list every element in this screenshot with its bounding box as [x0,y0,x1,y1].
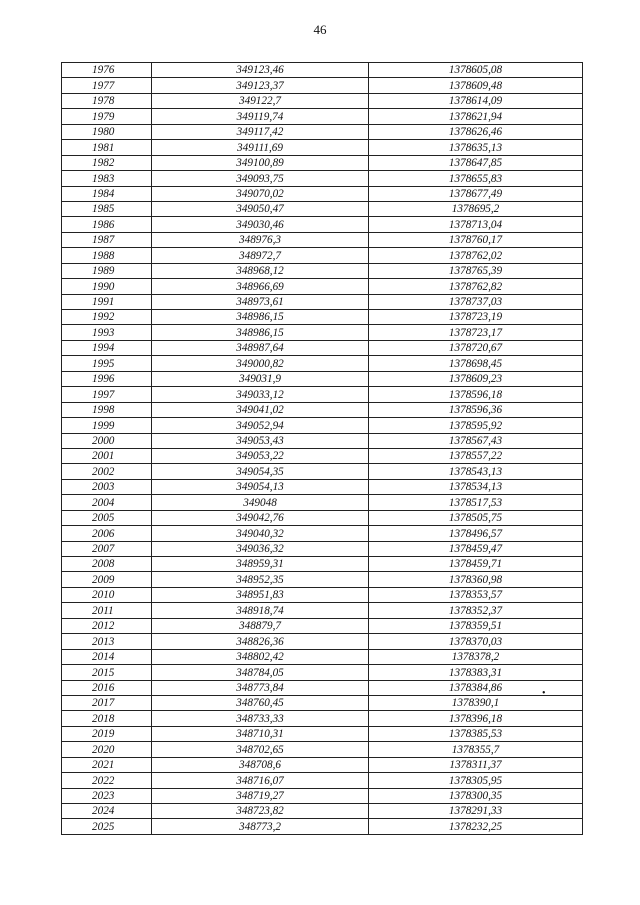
point-number-cell: 2008 [62,557,152,572]
table-row [62,63,583,78]
point-number-cell: 2011 [62,603,152,618]
x-coordinate-cell: 349054,13 [152,479,369,494]
table-row [62,464,583,479]
table-row [62,279,583,294]
point-number-cell: 2010 [62,587,152,602]
y-coordinate-cell: 1378762,82 [369,279,583,294]
y-coordinate-cell: 1378635,13 [369,140,583,155]
point-number-cell: 1977 [62,78,152,93]
table-row [62,155,583,170]
point-number-cell: 2006 [62,526,152,541]
x-coordinate-cell: 349070,02 [152,186,369,201]
y-coordinate-cell: 1378534,13 [369,479,583,494]
coordinates-table [61,62,583,835]
point-number-cell: 2009 [62,572,152,587]
y-coordinate-cell: 1378609,23 [369,371,583,386]
table-row [62,742,583,757]
table-row [62,804,583,819]
table-row [62,726,583,741]
point-number-cell: 1991 [62,294,152,309]
x-coordinate-cell: 348973,61 [152,294,369,309]
x-coordinate-cell: 348986,15 [152,310,369,325]
table-row [62,93,583,108]
y-coordinate-cell: 1378305,95 [369,773,583,788]
y-coordinate-cell: 1378232,25 [369,819,583,834]
y-coordinate-cell: 1378557,22 [369,448,583,463]
x-coordinate-cell: 348802,42 [152,649,369,664]
table-row [62,541,583,556]
point-number-cell: 1982 [62,155,152,170]
point-number-cell: 2019 [62,726,152,741]
point-number-cell: 2024 [62,804,152,819]
point-number-cell: 2016 [62,680,152,695]
point-number-cell: 2007 [62,541,152,556]
x-coordinate-cell: 349123,46 [152,63,369,78]
table-row [62,587,583,602]
point-number-cell: 1992 [62,310,152,325]
point-number-cell: 1985 [62,201,152,216]
table-row [62,310,583,325]
x-coordinate-cell: 348733,33 [152,711,369,726]
table-row [62,217,583,232]
x-coordinate-cell: 349119,74 [152,109,369,124]
y-coordinate-cell: 1378614,09 [369,93,583,108]
table-row [62,402,583,417]
point-number-cell: 1978 [62,93,152,108]
y-coordinate-cell: 1378760,17 [369,232,583,247]
table-row [62,665,583,680]
y-coordinate-cell: 1378609,48 [369,78,583,93]
point-number-cell: 1986 [62,217,152,232]
y-coordinate-cell: 1378300,35 [369,788,583,803]
x-coordinate-cell: 348987,64 [152,340,369,355]
x-coordinate-cell: 348723,82 [152,804,369,819]
y-coordinate-cell: 1378723,19 [369,310,583,325]
y-coordinate-cell: 1378737,03 [369,294,583,309]
table-row [62,634,583,649]
point-number-cell: 1994 [62,340,152,355]
point-number-cell: 1999 [62,418,152,433]
table-row [62,356,583,371]
point-number-cell: 2021 [62,757,152,772]
y-coordinate-cell: 1378596,36 [369,402,583,417]
table-row [62,78,583,93]
table-row [62,109,583,124]
y-coordinate-cell: 1378496,57 [369,526,583,541]
point-number-cell: 2018 [62,711,152,726]
x-coordinate-cell: 348708,6 [152,757,369,772]
x-coordinate-cell: 348966,69 [152,279,369,294]
x-coordinate-cell: 349117,42 [152,124,369,139]
x-coordinate-cell: 348826,36 [152,634,369,649]
point-number-cell: 2015 [62,665,152,680]
table-row [62,371,583,386]
table-row [62,757,583,772]
table-row [62,711,583,726]
y-coordinate-cell: 1378647,85 [369,155,583,170]
x-coordinate-cell: 349122,7 [152,93,369,108]
y-coordinate-cell: 1378390,1 [369,695,583,710]
y-coordinate-cell: 1378355,7 [369,742,583,757]
x-coordinate-cell: 348951,83 [152,587,369,602]
y-coordinate-cell: 1378605,08 [369,63,583,78]
point-number-cell: 2025 [62,819,152,834]
x-coordinate-cell: 348972,7 [152,248,369,263]
y-coordinate-cell: 1378383,31 [369,665,583,680]
table-row [62,649,583,664]
table-row [62,572,583,587]
x-coordinate-cell: 348710,31 [152,726,369,741]
table-row [62,140,583,155]
y-coordinate-cell: 1378695,2 [369,201,583,216]
point-number-cell: 1990 [62,279,152,294]
table-row [62,171,583,186]
point-number-cell: 2004 [62,495,152,510]
point-number-cell: 1981 [62,140,152,155]
point-number-cell: 2001 [62,448,152,463]
point-number-cell: 1997 [62,387,152,402]
point-number-cell: 1988 [62,248,152,263]
x-coordinate-cell: 349036,32 [152,541,369,556]
x-coordinate-cell: 349000,82 [152,356,369,371]
table-row [62,263,583,278]
y-coordinate-cell: 1378505,75 [369,510,583,525]
table-row [62,294,583,309]
table-row [62,788,583,803]
table-row [62,819,583,834]
y-coordinate-cell: 1378698,45 [369,356,583,371]
x-coordinate-cell: 349048 [152,495,369,510]
table-row [62,387,583,402]
point-number-cell: 1976 [62,63,152,78]
x-coordinate-cell: 348773,2 [152,819,369,834]
x-coordinate-cell: 348716,07 [152,773,369,788]
table-row [62,495,583,510]
table-row [62,618,583,633]
x-coordinate-cell: 349031,9 [152,371,369,386]
x-coordinate-cell: 348918,74 [152,603,369,618]
x-coordinate-cell: 348760,45 [152,695,369,710]
table-row [62,433,583,448]
point-number-cell: 2005 [62,510,152,525]
x-coordinate-cell: 349100,89 [152,155,369,170]
page-number: 46 [313,22,327,37]
point-number-cell: 1993 [62,325,152,340]
table-row [62,186,583,201]
x-coordinate-cell: 349042,76 [152,510,369,525]
x-coordinate-cell: 349111,69 [152,140,369,155]
point-number-cell: 2014 [62,649,152,664]
x-coordinate-cell: 349033,12 [152,387,369,402]
x-coordinate-cell: 349123,37 [152,78,369,93]
x-coordinate-cell: 349030,46 [152,217,369,232]
point-number-cell: 1979 [62,109,152,124]
point-number-cell: 1980 [62,124,152,139]
y-coordinate-cell: 1378360,98 [369,572,583,587]
table-row [62,340,583,355]
y-coordinate-cell: 1378621,94 [369,109,583,124]
point-number-cell: 1984 [62,186,152,201]
y-coordinate-cell: 1378384,86 [369,680,583,695]
y-coordinate-cell: 1378762,02 [369,248,583,263]
point-number-cell: 2020 [62,742,152,757]
y-coordinate-cell: 1378677,49 [369,186,583,201]
x-coordinate-cell: 348959,31 [152,557,369,572]
table-row [62,232,583,247]
y-coordinate-cell: 1378378,2 [369,649,583,664]
x-coordinate-cell: 348952,35 [152,572,369,587]
table-row [62,201,583,216]
point-number-cell: 2022 [62,773,152,788]
point-number-cell: 1983 [62,171,152,186]
point-number-cell: 2013 [62,634,152,649]
y-coordinate-cell: 1378567,43 [369,433,583,448]
point-number-cell: 2002 [62,464,152,479]
x-coordinate-cell: 349053,22 [152,448,369,463]
x-coordinate-cell: 348976,3 [152,232,369,247]
y-coordinate-cell: 1378459,47 [369,541,583,556]
y-coordinate-cell: 1378291,33 [369,804,583,819]
table-row [62,448,583,463]
point-number-cell: 2000 [62,433,152,448]
y-coordinate-cell: 1378311,37 [369,757,583,772]
point-number-cell: 1998 [62,402,152,417]
y-coordinate-cell: 1378723,17 [369,325,583,340]
x-coordinate-cell: 348719,27 [152,788,369,803]
x-coordinate-cell: 349093,75 [152,171,369,186]
x-coordinate-cell: 348784,05 [152,665,369,680]
table-row [62,680,583,695]
y-coordinate-cell: 1378353,57 [369,587,583,602]
table-row [62,557,583,572]
x-coordinate-cell: 349053,43 [152,433,369,448]
table-row [62,248,583,263]
y-coordinate-cell: 1378543,13 [369,464,583,479]
table-row [62,603,583,618]
point-number-cell: 1987 [62,232,152,247]
table-row [62,526,583,541]
table-row [62,695,583,710]
table-row [62,325,583,340]
y-coordinate-cell: 1378765,39 [369,263,583,278]
y-coordinate-cell: 1378595,92 [369,418,583,433]
stray-dot-mark: • [542,688,546,699]
point-number-cell: 2023 [62,788,152,803]
point-number-cell: 1989 [62,263,152,278]
y-coordinate-cell: 1378385,53 [369,726,583,741]
x-coordinate-cell: 348968,12 [152,263,369,278]
y-coordinate-cell: 1378359,51 [369,618,583,633]
y-coordinate-cell: 1378370,03 [369,634,583,649]
x-coordinate-cell: 349052,94 [152,418,369,433]
table-row [62,773,583,788]
point-number-cell: 1995 [62,356,152,371]
x-coordinate-cell: 349054,35 [152,464,369,479]
y-coordinate-cell: 1378517,53 [369,495,583,510]
y-coordinate-cell: 1378396,18 [369,711,583,726]
y-coordinate-cell: 1378720,67 [369,340,583,355]
x-coordinate-cell: 348986,15 [152,325,369,340]
table-row [62,124,583,139]
coordinates-table-body [62,63,583,835]
y-coordinate-cell: 1378459,71 [369,557,583,572]
x-coordinate-cell: 348702,65 [152,742,369,757]
x-coordinate-cell: 348773,84 [152,680,369,695]
table-row [62,418,583,433]
point-number-cell: 1996 [62,371,152,386]
x-coordinate-cell: 349040,32 [152,526,369,541]
x-coordinate-cell: 349041,02 [152,402,369,417]
point-number-cell: 2012 [62,618,152,633]
y-coordinate-cell: 1378626,46 [369,124,583,139]
y-coordinate-cell: 1378713,04 [369,217,583,232]
table-row [62,510,583,525]
table-row [62,479,583,494]
y-coordinate-cell: 1378352,37 [369,603,583,618]
point-number-cell: 2003 [62,479,152,494]
point-number-cell: 2017 [62,695,152,710]
y-coordinate-cell: 1378596,18 [369,387,583,402]
x-coordinate-cell: 349050,47 [152,201,369,216]
x-coordinate-cell: 348879,7 [152,618,369,633]
y-coordinate-cell: 1378655,83 [369,171,583,186]
